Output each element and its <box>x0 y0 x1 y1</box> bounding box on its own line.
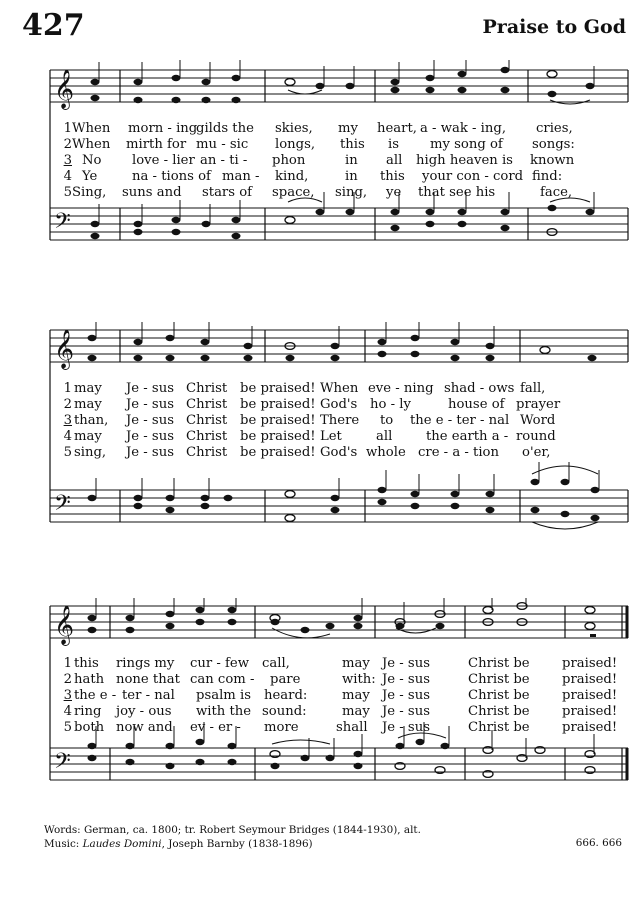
lyric-syllable: Je - sus <box>126 429 174 444</box>
lyric-syllable: an - ti - <box>200 153 248 168</box>
lyric-syllable: face, <box>540 185 573 200</box>
lyric-syllable: may <box>342 656 370 671</box>
lyric-syllable: be praised! <box>240 381 316 396</box>
lyric-syllable: Christ <box>186 397 228 412</box>
lyric-syllable: praised! <box>562 672 618 687</box>
lyric-syllable: sound: <box>262 704 307 719</box>
lyric-syllable: than, <box>74 413 109 428</box>
lyric-syllable: Je - sus <box>382 688 430 703</box>
lyric-syllable: eve - ning <box>368 381 434 396</box>
system-3-verse-5 <box>50 720 630 736</box>
lyric-syllable: my <box>338 121 358 136</box>
lyric-syllable: be praised! <box>240 445 316 460</box>
verse-number: 5 <box>63 720 72 735</box>
lyric-syllable: with the <box>196 704 252 719</box>
meter: 666. 666 <box>575 837 622 849</box>
lyric-syllable: psalm is <box>196 688 251 703</box>
system-2-verse-2 <box>50 397 630 413</box>
lyric-syllable: be praised! <box>240 397 316 412</box>
verse-number: 4 <box>63 704 72 719</box>
lyric-syllable: Je - sus <box>382 656 430 671</box>
lyric-syllable: Christ <box>186 445 228 460</box>
lyric-syllable: round <box>516 429 556 444</box>
verse-number: 5 <box>63 185 72 200</box>
tune-name: Laudes Domini <box>82 838 162 850</box>
system-2-verse-4 <box>50 429 630 445</box>
lyric-syllable: Christ be <box>468 720 530 735</box>
lyric-syllable: ho - ly <box>370 397 411 412</box>
lyric-syllable: Let <box>320 429 342 444</box>
lyric-syllable: Christ be <box>468 704 530 719</box>
lyric-syllable: No <box>82 153 102 168</box>
lyric-syllable: to <box>380 413 394 428</box>
bass-clef-icon: 𝄢 <box>54 209 71 239</box>
system-3-rests <box>590 634 596 637</box>
lyric-syllable: ter - nal <box>122 688 175 703</box>
lyric-syllable: phon <box>272 153 306 168</box>
lyric-syllable: may <box>342 704 370 719</box>
lyric-syllable: Je - sus <box>126 381 174 396</box>
lyric-syllable: Je - sus <box>126 445 174 460</box>
lyric-syllable: sing, <box>74 445 107 460</box>
verse-number: 4 <box>63 169 72 184</box>
system-3-verse-1 <box>50 656 630 672</box>
lyric-syllable: God's <box>320 397 358 412</box>
verse-number: 1 <box>63 656 72 671</box>
lyric-syllable: Je - sus <box>126 397 174 412</box>
lyric-syllable: this <box>74 656 99 671</box>
lyric-syllable: Christ <box>186 413 228 428</box>
lyric-syllable: prayer <box>516 397 561 412</box>
verse-number: 3 <box>63 413 72 428</box>
lyric-syllable: the e - ter - nal <box>410 413 510 428</box>
bass-clef-icon: 𝄢 <box>54 491 71 521</box>
lyric-syllable: skies, <box>275 121 313 136</box>
lyric-syllable: may <box>74 429 102 444</box>
lyric-syllable: may <box>342 688 370 703</box>
lyric-syllable: is <box>388 137 399 152</box>
lyric-syllable: Word <box>520 413 556 428</box>
lyric-syllable: o'er, <box>522 445 551 460</box>
system-1-verse-4 <box>50 169 630 185</box>
system-3-verse-2 <box>50 672 630 688</box>
system-1-verse-3 <box>50 153 630 169</box>
system-2-verse-1 <box>50 381 630 397</box>
lyric-syllable: the e - <box>74 688 117 703</box>
verse-number: 1 <box>63 121 72 136</box>
system-1-verse-1 <box>50 121 630 137</box>
system-2-verse-5 <box>50 445 630 461</box>
lyric-syllable: There <box>320 413 360 428</box>
lyric-syllable: in <box>345 169 358 184</box>
lyric-syllable: be praised! <box>240 413 316 428</box>
treble-clef-icon: 𝄞 <box>54 69 75 109</box>
lyric-syllable: Christ <box>186 381 228 396</box>
lyric-syllable: cre - a - tion <box>418 445 499 460</box>
lyric-syllable: ev - er - <box>190 720 241 735</box>
verse-number: 2 <box>63 672 72 687</box>
lyric-syllable: God's <box>320 445 358 460</box>
music-credit-prefix: Music: <box>44 838 83 850</box>
lyric-syllable: cries, <box>536 121 573 136</box>
system-3-verse-4 <box>50 704 630 720</box>
lyric-syllable: your con - cord <box>422 169 524 184</box>
lyric-syllable: my song of <box>430 137 503 152</box>
credits <box>44 823 421 851</box>
lyric-syllable: a - wak - ing, <box>420 121 507 136</box>
verse-number: 4 <box>63 429 72 444</box>
system-3-verse-3 <box>50 688 630 704</box>
lyric-syllable: this <box>340 137 365 152</box>
lyric-syllable: Je - sus <box>382 704 430 719</box>
lyric-syllable: stars of <box>202 185 253 200</box>
verse-number: 5 <box>63 445 72 460</box>
lyric-syllable: longs, <box>275 137 316 152</box>
verse-number: 2 <box>63 137 72 152</box>
lyric-syllable: Christ be <box>468 656 530 671</box>
lyric-syllable: na - tions of <box>132 169 211 184</box>
verse-number: 3 <box>63 688 72 703</box>
lyric-syllable: known <box>530 153 575 168</box>
lyric-syllable: shall <box>336 720 368 735</box>
system-1-verse-2 <box>50 137 630 153</box>
lyric-syllable: ring <box>74 704 102 719</box>
lyric-syllable: mirth for <box>126 137 187 152</box>
lyric-syllable: cur - few <box>190 656 249 671</box>
lyric-syllable: love - lier <box>132 153 195 168</box>
system-1-verse-5 <box>50 185 630 201</box>
lyric-syllable: may <box>74 381 102 396</box>
bass-clef-icon: 𝄢 <box>54 749 71 779</box>
lyric-syllable: praised! <box>562 656 618 671</box>
lyric-syllable: call, <box>262 656 290 671</box>
lyric-syllable: more <box>264 720 299 735</box>
lyric-syllable: Christ <box>186 429 228 444</box>
lyric-syllable: suns and <box>122 185 182 200</box>
hymn-number: 427 <box>22 8 85 43</box>
lyric-syllable: praised! <box>562 688 618 703</box>
lyric-syllable: both <box>74 720 105 735</box>
lyric-syllable: Christ be <box>468 688 530 703</box>
music-credit-composer: , Joseph Barnby (1838-1896) <box>161 838 313 850</box>
music-credit <box>44 837 421 851</box>
words-credit: Words: German, ca. 1800; tr. Robert Seymour Bridges (1844-1930), alt. <box>44 824 421 836</box>
lyric-syllable: joy - ous <box>116 704 172 719</box>
lyric-syllable: When <box>72 137 111 152</box>
lyric-syllable: heard: <box>264 688 308 703</box>
lyric-syllable: Je - sus <box>382 672 430 687</box>
lyric-syllable: sing, <box>335 185 368 200</box>
system-2-verse-3 <box>50 413 630 429</box>
treble-clef-icon: 𝄞 <box>54 329 75 369</box>
lyric-syllable: shad - ows <box>444 381 515 396</box>
lyric-syllable: with: <box>342 672 376 687</box>
lyric-syllable: When <box>320 381 359 396</box>
lyric-syllable: Je - sus <box>382 720 430 735</box>
lyric-syllable: mu - sic <box>196 137 249 152</box>
lyric-syllable: be praised! <box>240 429 316 444</box>
lyric-syllable: Ye <box>82 169 98 184</box>
lyric-syllable: can com - <box>190 672 255 687</box>
lyric-syllable: in <box>345 153 358 168</box>
lyric-syllable: gilds the <box>196 121 254 136</box>
lyric-syllable: praised! <box>562 720 618 735</box>
treble-clef-icon: 𝄞 <box>54 605 75 645</box>
lyric-syllable: ye <box>386 185 402 200</box>
lyric-syllable: man - <box>222 169 260 184</box>
lyric-syllable: that see his <box>418 185 496 200</box>
lyric-syllable: kind, <box>275 169 309 184</box>
verse-number: 2 <box>63 397 72 412</box>
lyric-syllable: Sing, <box>72 185 107 200</box>
lyric-syllable: When <box>72 121 111 136</box>
lyric-syllable: this <box>380 169 405 184</box>
lyric-syllable: pare <box>270 672 301 687</box>
lyric-syllable: rings my <box>116 656 175 671</box>
lyric-syllable: the earth a - <box>426 429 509 444</box>
lyric-syllable: morn - ing <box>128 121 198 136</box>
lyric-syllable: songs: <box>532 137 575 152</box>
lyric-syllable: praised! <box>562 704 618 719</box>
hymn-title: Praise to God <box>482 16 626 38</box>
lyric-syllable: Christ be <box>468 672 530 687</box>
lyric-syllable: space, <box>272 185 315 200</box>
lyric-syllable: may <box>74 397 102 412</box>
verse-number: 3 <box>63 153 72 168</box>
lyric-syllable: none that <box>116 672 180 687</box>
lyric-syllable: fall, <box>520 381 546 396</box>
lyric-syllable: high heaven is <box>416 153 513 168</box>
lyric-syllable: all <box>386 153 403 168</box>
lyric-syllable: hath <box>74 672 105 687</box>
lyric-syllable: whole <box>366 445 406 460</box>
lyric-syllable: house of <box>448 397 505 412</box>
lyric-syllable: heart, <box>377 121 417 136</box>
lyric-syllable: find: <box>532 169 563 184</box>
verse-number: 1 <box>63 381 72 396</box>
lyric-syllable: now and <box>116 720 173 735</box>
lyric-syllable: all <box>376 429 393 444</box>
lyric-syllable: Je - sus <box>126 413 174 428</box>
system-3-treble-staff <box>50 606 628 638</box>
